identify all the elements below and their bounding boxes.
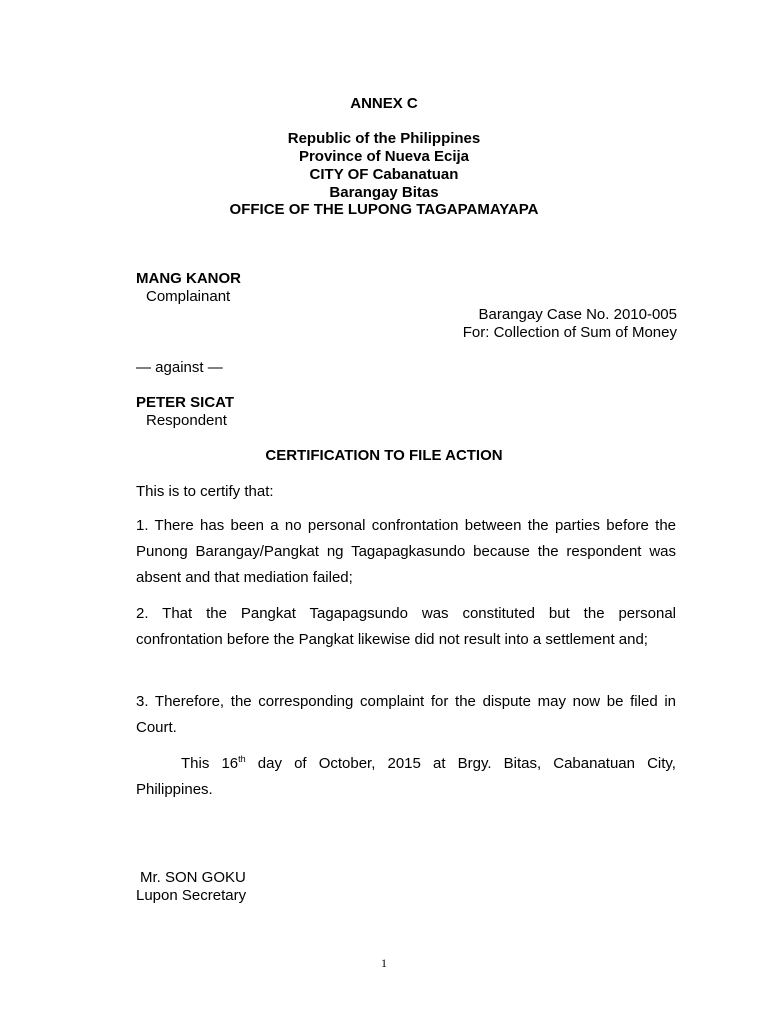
complainant-role: Complainant xyxy=(146,288,231,305)
header-city: CITY OF Cabanatuan xyxy=(309,166,459,183)
respondent-name: PETER SICAT xyxy=(136,394,235,411)
closing-superscript: th xyxy=(238,754,246,764)
case-subject: For: Collection of Sum of Money xyxy=(462,324,677,341)
item-2: 2. That the Pangkat Tagapagsundo was constituted but the personal confrontation before the Pangkat likewise did not result into a settlement and; xyxy=(136,605,676,648)
certification-title: CERTIFICATION TO FILE ACTION xyxy=(265,447,503,464)
intro-text: This is to certify that: xyxy=(136,483,274,500)
signatory-title: Lupon Secretary xyxy=(136,887,247,904)
respondent-role: Respondent xyxy=(146,412,227,429)
closing-paragraph xyxy=(136,751,676,803)
header-republic: Republic of the Philippines xyxy=(287,130,481,147)
header-province: Province of Nueva Ecija xyxy=(298,148,470,165)
annex-label: ANNEX C xyxy=(350,95,418,112)
item-3: 3. Therefore, the corresponding complaint for the dispute may now be filed in Court. xyxy=(136,693,676,736)
header-office: OFFICE OF THE LUPONG TAGAPAMAYAPA xyxy=(229,201,539,218)
header-barangay: Barangay Bitas xyxy=(329,184,439,201)
closing-pre: This 16 xyxy=(181,755,239,772)
against-label: — against — xyxy=(136,359,223,376)
complainant-name: MANG KANOR xyxy=(136,270,241,287)
closing-post: day of October, 2015 at Brgy. Bitas, Cabanatuan City, Philippines. xyxy=(136,755,676,798)
item-1: 1. There has been a no personal confrontation between the parties before the Punong Barangay/Pangkat ng Tagapagkasundo because the respondent was absent and that mediation failed; xyxy=(136,517,676,586)
case-number: Barangay Case No. 2010-005 xyxy=(478,306,677,323)
page-number: 1 xyxy=(381,956,387,970)
signatory-name: Mr. SON GOKU xyxy=(140,869,246,886)
